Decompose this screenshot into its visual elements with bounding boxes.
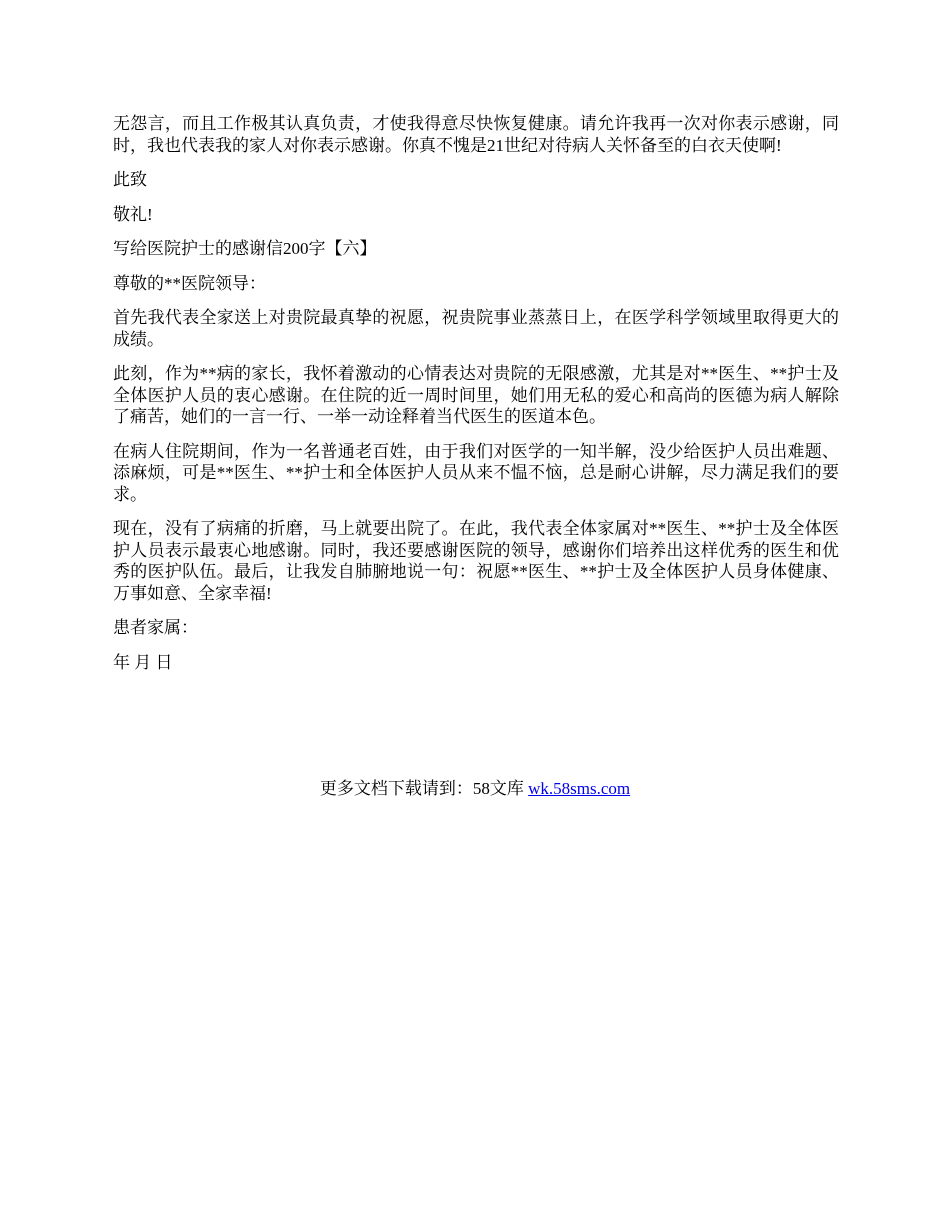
letter-paragraph-3: 在病人住院期间，作为一名普通老百姓，由于我们对医学的一知半解，没少给医护人员出难题、添麻烦，可是**医生、**护士和全体医护人员从来不愠不恼，总是耐心讲解，尽力满足我们的要求。	[113, 441, 839, 504]
letter-greeting: 尊敬的**医院领导：	[113, 273, 266, 293]
footer-link[interactable]: wk.58sms.com	[528, 779, 631, 798]
footer-text: 更多文档下载请到：58文库	[319, 779, 529, 798]
document-body	[113, 113, 839, 686]
section-heading: 写给医院护士的感谢信200字【六】	[113, 239, 377, 258]
closing-regards: 敬礼!	[113, 204, 153, 224]
letter-paragraph-4: 现在，没有了病痛的折磨，马上就要出院了。在此，我代表全体家属对**医生、**护士及全体医护人员表示最衷心地感谢。同时，我还要感谢医院的领导，感谢你们培养出这样优秀的医生和优秀的医护队伍。最后，让我发自肺腑地说一句：祝愿**医生、**护士及全体医护人员身体健康、万事如意、全家幸福!	[113, 519, 839, 603]
closing-salutation: 此致	[113, 170, 147, 189]
letter-paragraph-1: 首先我代表全家送上对贵院最真挚的祝愿，祝贵院事业蒸蒸日上，在医学科学领域里取得更大的成绩。	[113, 308, 839, 349]
letter-paragraph-continued: 无怨言，而且工作极其认真负责，才使我得意尽快恢复健康。请允许我再一次对你表示感谢，同时，我也代表我的家人对你表示感谢。你真不愧是21世纪对待病人关怀备至的白衣天使啊!	[113, 114, 839, 155]
letter-signature: 患者家属：	[113, 618, 198, 637]
letter-date: 年 月 日	[113, 652, 173, 672]
download-footer	[0, 778, 950, 800]
letter-paragraph-2: 此刻，作为**病的家长，我怀着激动的心情表达对贵院的无限感激，尤其是对**医生、**护士及全体医护人员的衷心感谢。在住院的近一周时间里，她们用无私的爱心和高尚的医德为病人解除了痛苦，她们的一言一行、一举一动诠释着当代医生的医道本色。	[113, 364, 839, 426]
